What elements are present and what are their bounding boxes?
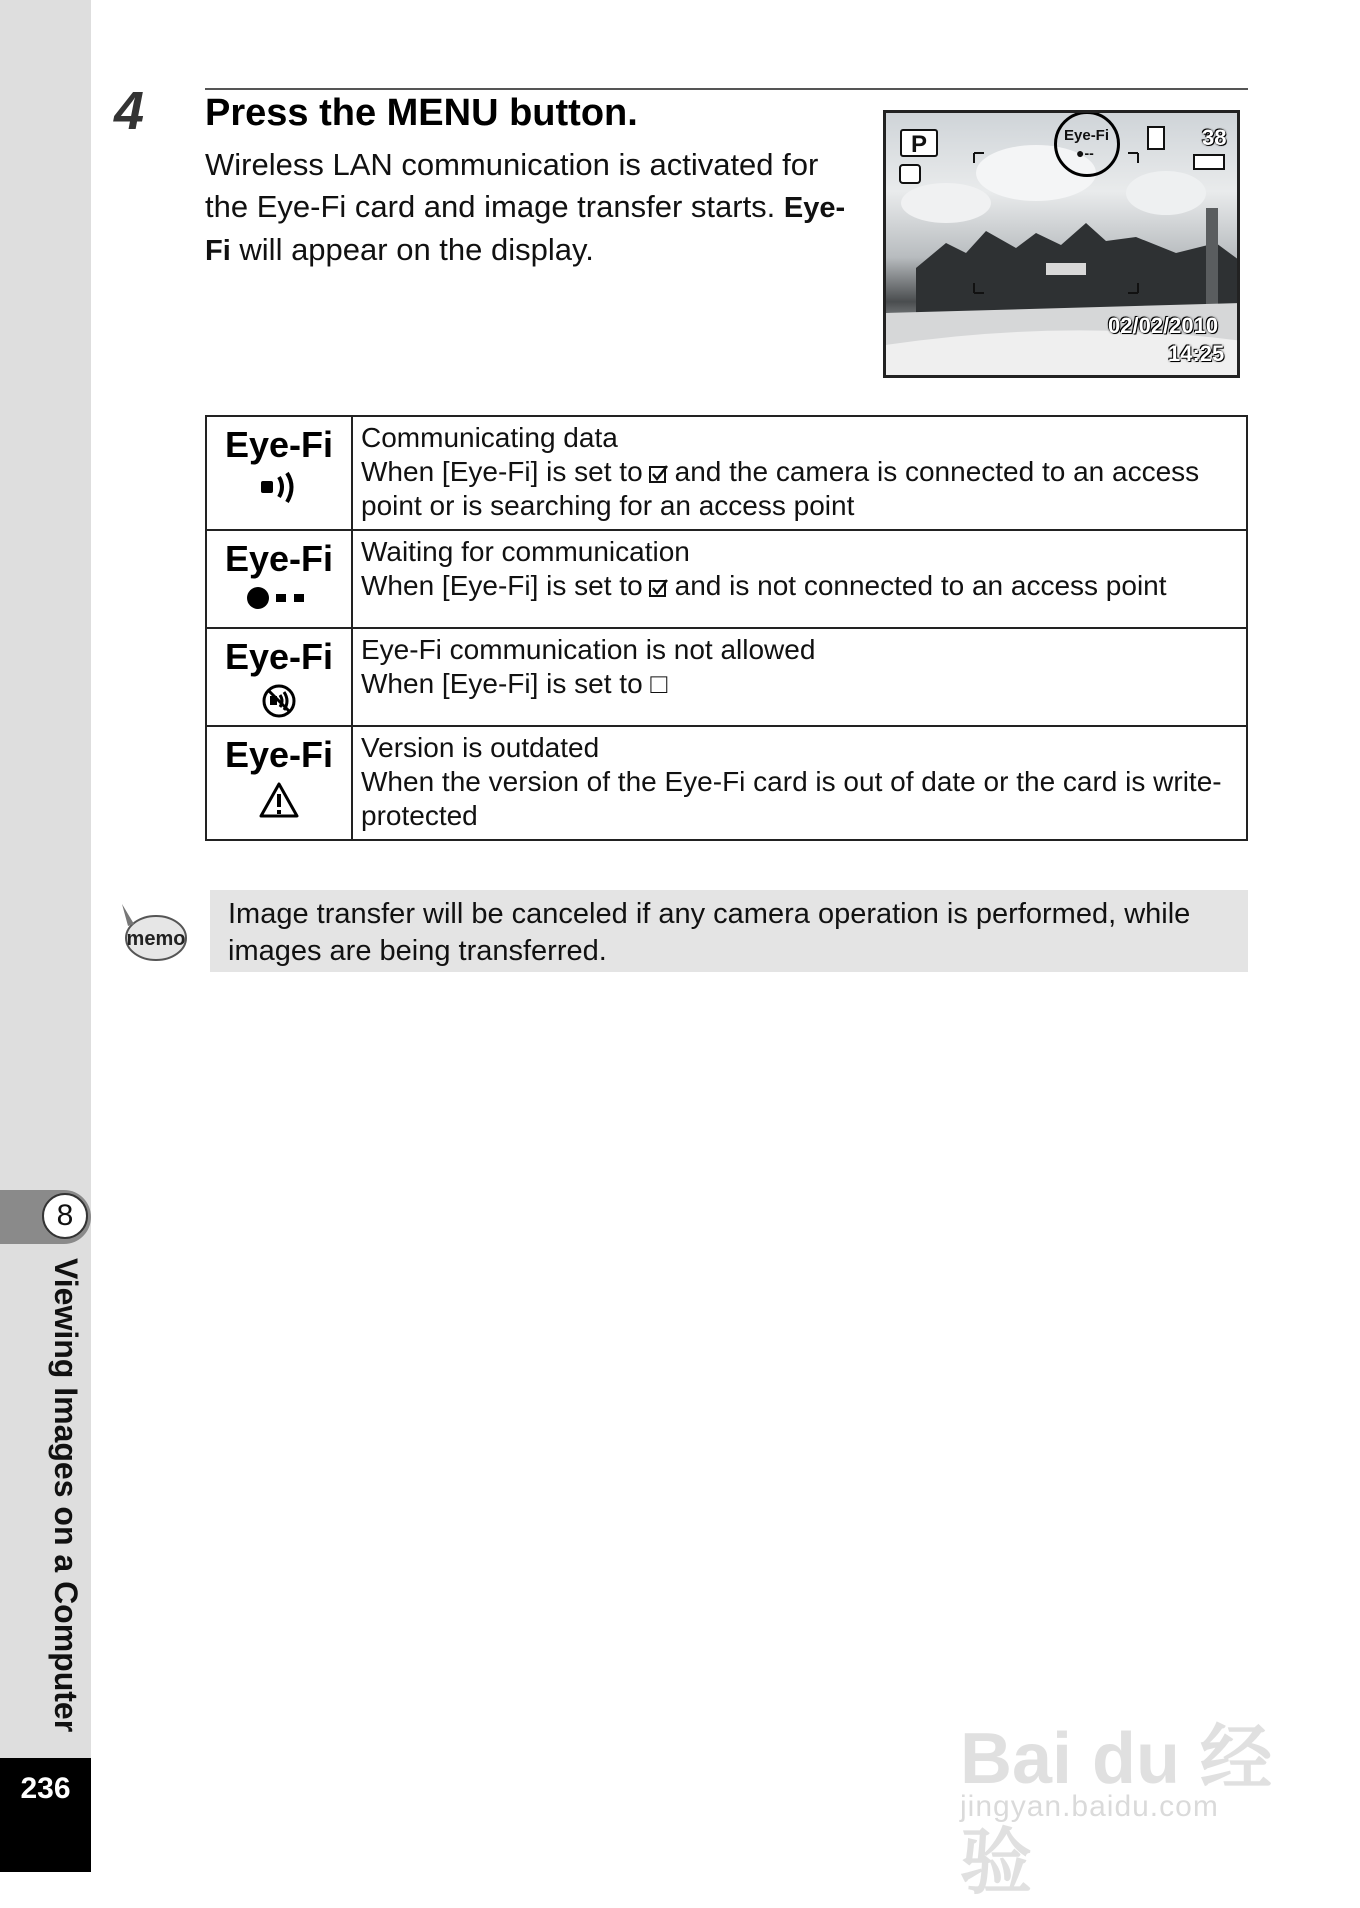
heading-rule xyxy=(205,88,1248,90)
chapter-number: 8 xyxy=(42,1193,88,1239)
description-cell xyxy=(352,726,1247,840)
communicating-icon xyxy=(257,471,301,505)
checkbox-checked-icon xyxy=(649,578,669,598)
screen-time: 14:25 xyxy=(1168,341,1225,366)
checkbox-checked-icon xyxy=(649,464,669,484)
screen-date: 02/02/2010 xyxy=(1108,313,1219,338)
status-title: Version is outdated xyxy=(361,732,600,763)
description-cell xyxy=(352,628,1247,726)
memo-note: Image transfer will be canceled if any camera operation is performed, while images are being transferred. xyxy=(210,890,1248,972)
status-description xyxy=(361,455,1238,523)
eyefi-label: Eye-Fi xyxy=(224,734,334,775)
eyefi-inline-icon: Eye-Fi xyxy=(205,192,846,267)
eyefi-status-table xyxy=(205,415,1248,841)
status-description: When the version of the Eye-Fi card is out of date or the card is write-protected xyxy=(361,766,1222,831)
memo-icon-label: memo xyxy=(126,928,186,950)
camera-display-image xyxy=(883,110,1240,378)
eyefi-label: Eye-Fi xyxy=(224,424,334,465)
status-description-part1: When [Eye-Fi] is set to xyxy=(361,456,643,487)
step-description-part2: will appear on the display. xyxy=(239,232,594,267)
highlight-circle xyxy=(1054,111,1120,177)
status-description: When [Eye-Fi] is set to □ xyxy=(361,668,668,699)
status-title: Waiting for communication xyxy=(361,536,690,567)
eyefi-label: Eye-Fi xyxy=(224,538,334,579)
status-description-part2: and is not connected to an access point xyxy=(674,570,1167,601)
table-row xyxy=(206,628,1247,726)
icon-cell xyxy=(206,628,352,726)
warning-icon xyxy=(258,781,300,819)
status-title: Eye-Fi communication is not allowed xyxy=(361,634,816,665)
screen-eyefi-status: ●-- xyxy=(1076,145,1094,161)
table-row xyxy=(206,726,1247,840)
waiting-icon xyxy=(246,585,312,611)
step-number: 4 xyxy=(114,81,145,141)
status-description-part2: and the camera is connected to an access point or is searching for an access point xyxy=(361,456,1200,521)
status-title: Communicating data xyxy=(361,422,618,453)
description-cell xyxy=(352,530,1247,628)
icon-cell xyxy=(206,530,352,628)
eyefi-label: Eye-Fi xyxy=(224,636,334,677)
icon-cell xyxy=(206,726,352,840)
page-number: 236 xyxy=(20,1772,71,1805)
baidu-watermark xyxy=(960,1660,1290,1903)
shots-remaining: 38 xyxy=(1202,125,1227,150)
chapter-title: Viewing Images on a Computer xyxy=(48,1258,84,1733)
watermark-url: jingyan.baidu.com xyxy=(960,1790,1219,1823)
step-description-part1: Wireless LAN communication is activated for the Eye-Fi card and image transfer starts. xyxy=(205,147,819,224)
icon-cell xyxy=(206,416,352,530)
step-description xyxy=(205,144,855,272)
status-description-part1: When [Eye-Fi] is set to xyxy=(361,570,643,601)
screen-eyefi-label: Eye-Fi xyxy=(1064,127,1110,144)
table-row xyxy=(206,530,1247,628)
step-heading: Press the MENU button. xyxy=(205,92,638,134)
description-cell xyxy=(352,416,1247,530)
memo-icon xyxy=(116,902,188,966)
not-allowed-icon xyxy=(261,683,297,719)
watermark-brand: Bai du 经验 xyxy=(960,1719,1273,1903)
status-description xyxy=(361,569,1238,603)
table-row xyxy=(206,416,1247,530)
shooting-mode-badge: P xyxy=(900,129,938,157)
